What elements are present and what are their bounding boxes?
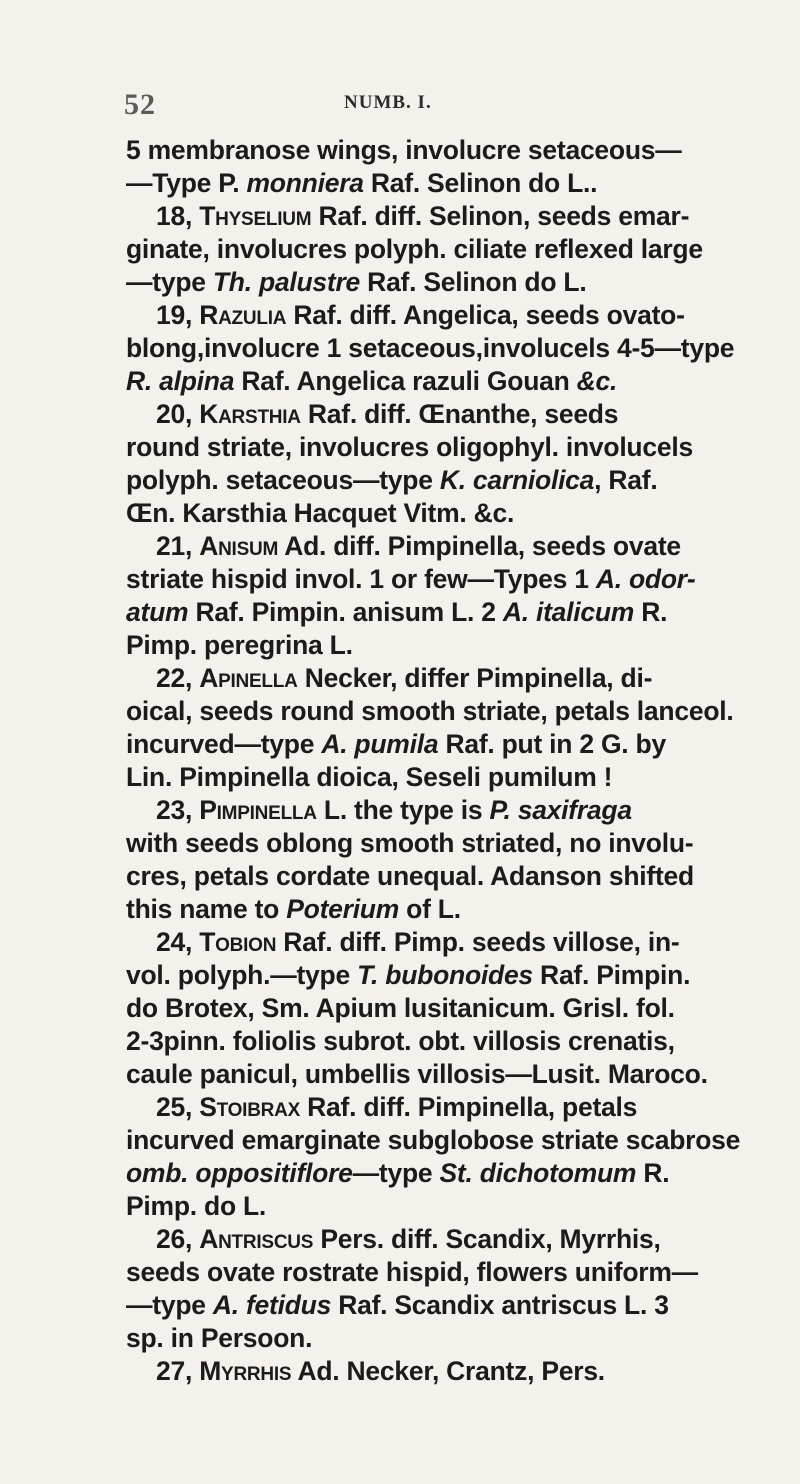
genus-name: Myrrhis: [199, 1356, 292, 1386]
text-line: [126, 200, 798, 233]
text-run: Raf. Scandix antriscus L. 3: [331, 1290, 669, 1320]
text-run: Raf. Pimpin.: [532, 960, 691, 990]
text-run: 2-3pinn. foliolis subrot. obt. villosis crenatis,: [126, 1026, 675, 1056]
italic-text: omb. oppositiflore: [126, 1158, 353, 1188]
text-run: 26,: [156, 1224, 200, 1254]
text-run: 21,: [156, 531, 200, 561]
italic-text: P. saxifraga: [489, 795, 632, 825]
text-run: Raf. Angelica razuli Gouan: [234, 366, 577, 396]
text-line: [126, 827, 798, 860]
text-run: Raf. diff. Selinon, seeds emar-: [311, 201, 690, 231]
italic-text: A. odor-: [595, 564, 696, 594]
text-line: [126, 1157, 798, 1190]
text-run: Raf. diff. Pimp. seeds villose, in-: [276, 927, 680, 957]
text-run: do Brotex, Sm. Apium lusitanicum. Grisl. fol.: [126, 993, 675, 1023]
text-line: [126, 893, 798, 926]
text-run: 19,: [156, 300, 200, 330]
text-line: [126, 695, 798, 728]
text-run: caule panicul, umbellis villosis—Lusit. Maroco.: [126, 1059, 708, 1089]
text-line: [126, 1289, 798, 1322]
text-line: [126, 134, 798, 167]
text-line: [126, 530, 798, 563]
genus-name: Pimpinella: [199, 795, 317, 825]
italic-text: A. fetidus: [212, 1290, 332, 1320]
text-run: 27,: [156, 1356, 200, 1386]
text-line: [126, 959, 798, 992]
text-run: sp. in Persoon.: [126, 1323, 313, 1353]
text-line: [126, 1058, 798, 1091]
text-line: [126, 992, 798, 1025]
text-line: [126, 332, 798, 365]
genus-name: Apinella: [199, 663, 298, 693]
genus-name: Thyselium: [199, 201, 312, 231]
italic-text: K. carniolica: [439, 465, 595, 495]
text-run: this name to: [126, 894, 287, 924]
text-run: —type: [126, 1290, 213, 1320]
text-run: Pimp. peregrina L.: [126, 630, 353, 660]
text-line: [126, 1322, 798, 1355]
genus-name: Stoibrax: [199, 1092, 301, 1122]
text-run: incurved—type: [126, 729, 322, 759]
text-run: Pers. diff. Scandix, Myrrhis,: [313, 1224, 661, 1254]
text-run: Œn. Karsthia Hacquet Vitm. &c.: [126, 498, 515, 528]
text-line: [126, 398, 798, 431]
text-run: Raf. Pimpin. anisum L. 2: [188, 597, 503, 627]
text-run: incurved emarginate subglobose striate scabrose: [126, 1125, 741, 1155]
text-run: Raf. Selinon do L..: [363, 168, 598, 198]
text-run: Necker, differ Pimpinella, di-: [297, 663, 653, 693]
text-run: 22,: [156, 663, 200, 693]
running-head: NUMB. I.: [344, 92, 432, 113]
text-run: round striate, involucres oligophyl. involucels: [126, 432, 693, 462]
text-run: 24,: [156, 927, 200, 957]
text-line: [126, 464, 798, 497]
text-line: [126, 926, 798, 959]
text-run: blong,involucre 1 setaceous,involucels 4-5—type: [126, 333, 735, 363]
italic-text: A. italicum: [502, 597, 635, 627]
text-line: [126, 299, 798, 332]
page-number: 52: [124, 88, 156, 121]
genus-name: Anisum: [199, 531, 279, 561]
text-line: [126, 266, 798, 299]
text-line: [126, 1025, 798, 1058]
text-line: [126, 1091, 798, 1124]
genus-name: Razulia: [199, 300, 287, 330]
italic-text: T. bubonoides: [357, 960, 533, 990]
text-run: polyph. setaceous—type: [126, 465, 440, 495]
text-run: Raf. diff. Pimpinella, petals: [300, 1092, 638, 1122]
text-line: [126, 1223, 798, 1256]
italic-text: St. dichotomum: [439, 1158, 637, 1188]
text-run: Ad. Necker, Crantz, Pers.: [291, 1356, 605, 1386]
text-run: with seeds oblong smooth striated, no involu-: [126, 828, 694, 858]
text-run: 18,: [156, 201, 200, 231]
text-run: L. the type is: [316, 795, 490, 825]
text-run: Ad. diff. Pimpinella, seeds ovate: [278, 531, 681, 561]
text-run: seeds ovate rostrate hispid, flowers uniform—: [126, 1257, 698, 1287]
text-run: Raf. diff. Œnanthe, seeds: [300, 399, 619, 429]
text-line: [126, 629, 798, 662]
text-run: Lin. Pimpinella dioica, Seseli pumilum !: [126, 762, 613, 792]
italic-text: atum: [126, 597, 189, 627]
text-run: R.: [634, 597, 668, 627]
text-run: —Type P.: [126, 168, 247, 198]
italic-text: &c.: [576, 366, 618, 396]
genus-name: Tobion: [199, 927, 277, 957]
genus-name: Antriscus: [199, 1224, 314, 1254]
text-run: —type: [352, 1158, 440, 1188]
text-line: [126, 596, 798, 629]
text-run: oical, seeds round smooth striate, petals lanceol.: [126, 696, 734, 726]
text-run: R.: [636, 1158, 670, 1188]
italic-text: Th. palustre: [212, 267, 361, 297]
italic-text: R. alpina: [126, 366, 235, 396]
text-line: [126, 860, 798, 893]
text-line: [126, 563, 798, 596]
text-run: of L.: [399, 894, 461, 924]
text-line: [126, 1124, 798, 1157]
text-run: 5 membranose wings, involucre setaceous—: [126, 135, 682, 165]
text-run: vol. polyph.—type: [126, 960, 358, 990]
text-run: Raf. put in 2 G. by: [438, 729, 666, 759]
text-run: striate hispid invol. 1 or few—Types 1: [126, 564, 596, 594]
text-line: [126, 1256, 798, 1289]
text-run: ginate, involucres polyph. ciliate reflexed large: [126, 234, 703, 264]
text-line: [126, 761, 798, 794]
italic-text: Poterium: [286, 894, 400, 924]
genus-name: Karsthia: [199, 399, 301, 429]
text-line: [126, 431, 798, 464]
text-run: 20,: [156, 399, 200, 429]
text-run: Raf. diff. Angelica, seeds ovato-: [286, 300, 685, 330]
italic-text: monniera: [246, 168, 364, 198]
text-run: , Raf.: [594, 465, 658, 495]
text-line: [126, 233, 798, 266]
text-line: [126, 167, 798, 200]
text-line: [126, 728, 798, 761]
text-line: [126, 1190, 798, 1223]
text-line: [126, 497, 798, 530]
text-line: [126, 1355, 798, 1388]
text-run: 25,: [156, 1092, 200, 1122]
text-run: Pimp. do L.: [126, 1191, 267, 1221]
text-run: —type: [126, 267, 213, 297]
text-run: Raf. Selinon do L.: [360, 267, 587, 297]
body-text: [126, 134, 798, 1388]
text-line: [126, 662, 798, 695]
text-line: [126, 365, 798, 398]
text-run: cres, petals cordate unequal. Adanson shifted: [126, 861, 694, 891]
text-run: 23,: [156, 795, 200, 825]
text-line: [126, 794, 798, 827]
italic-text: A. pumila: [321, 729, 439, 759]
page-header: [124, 88, 740, 121]
